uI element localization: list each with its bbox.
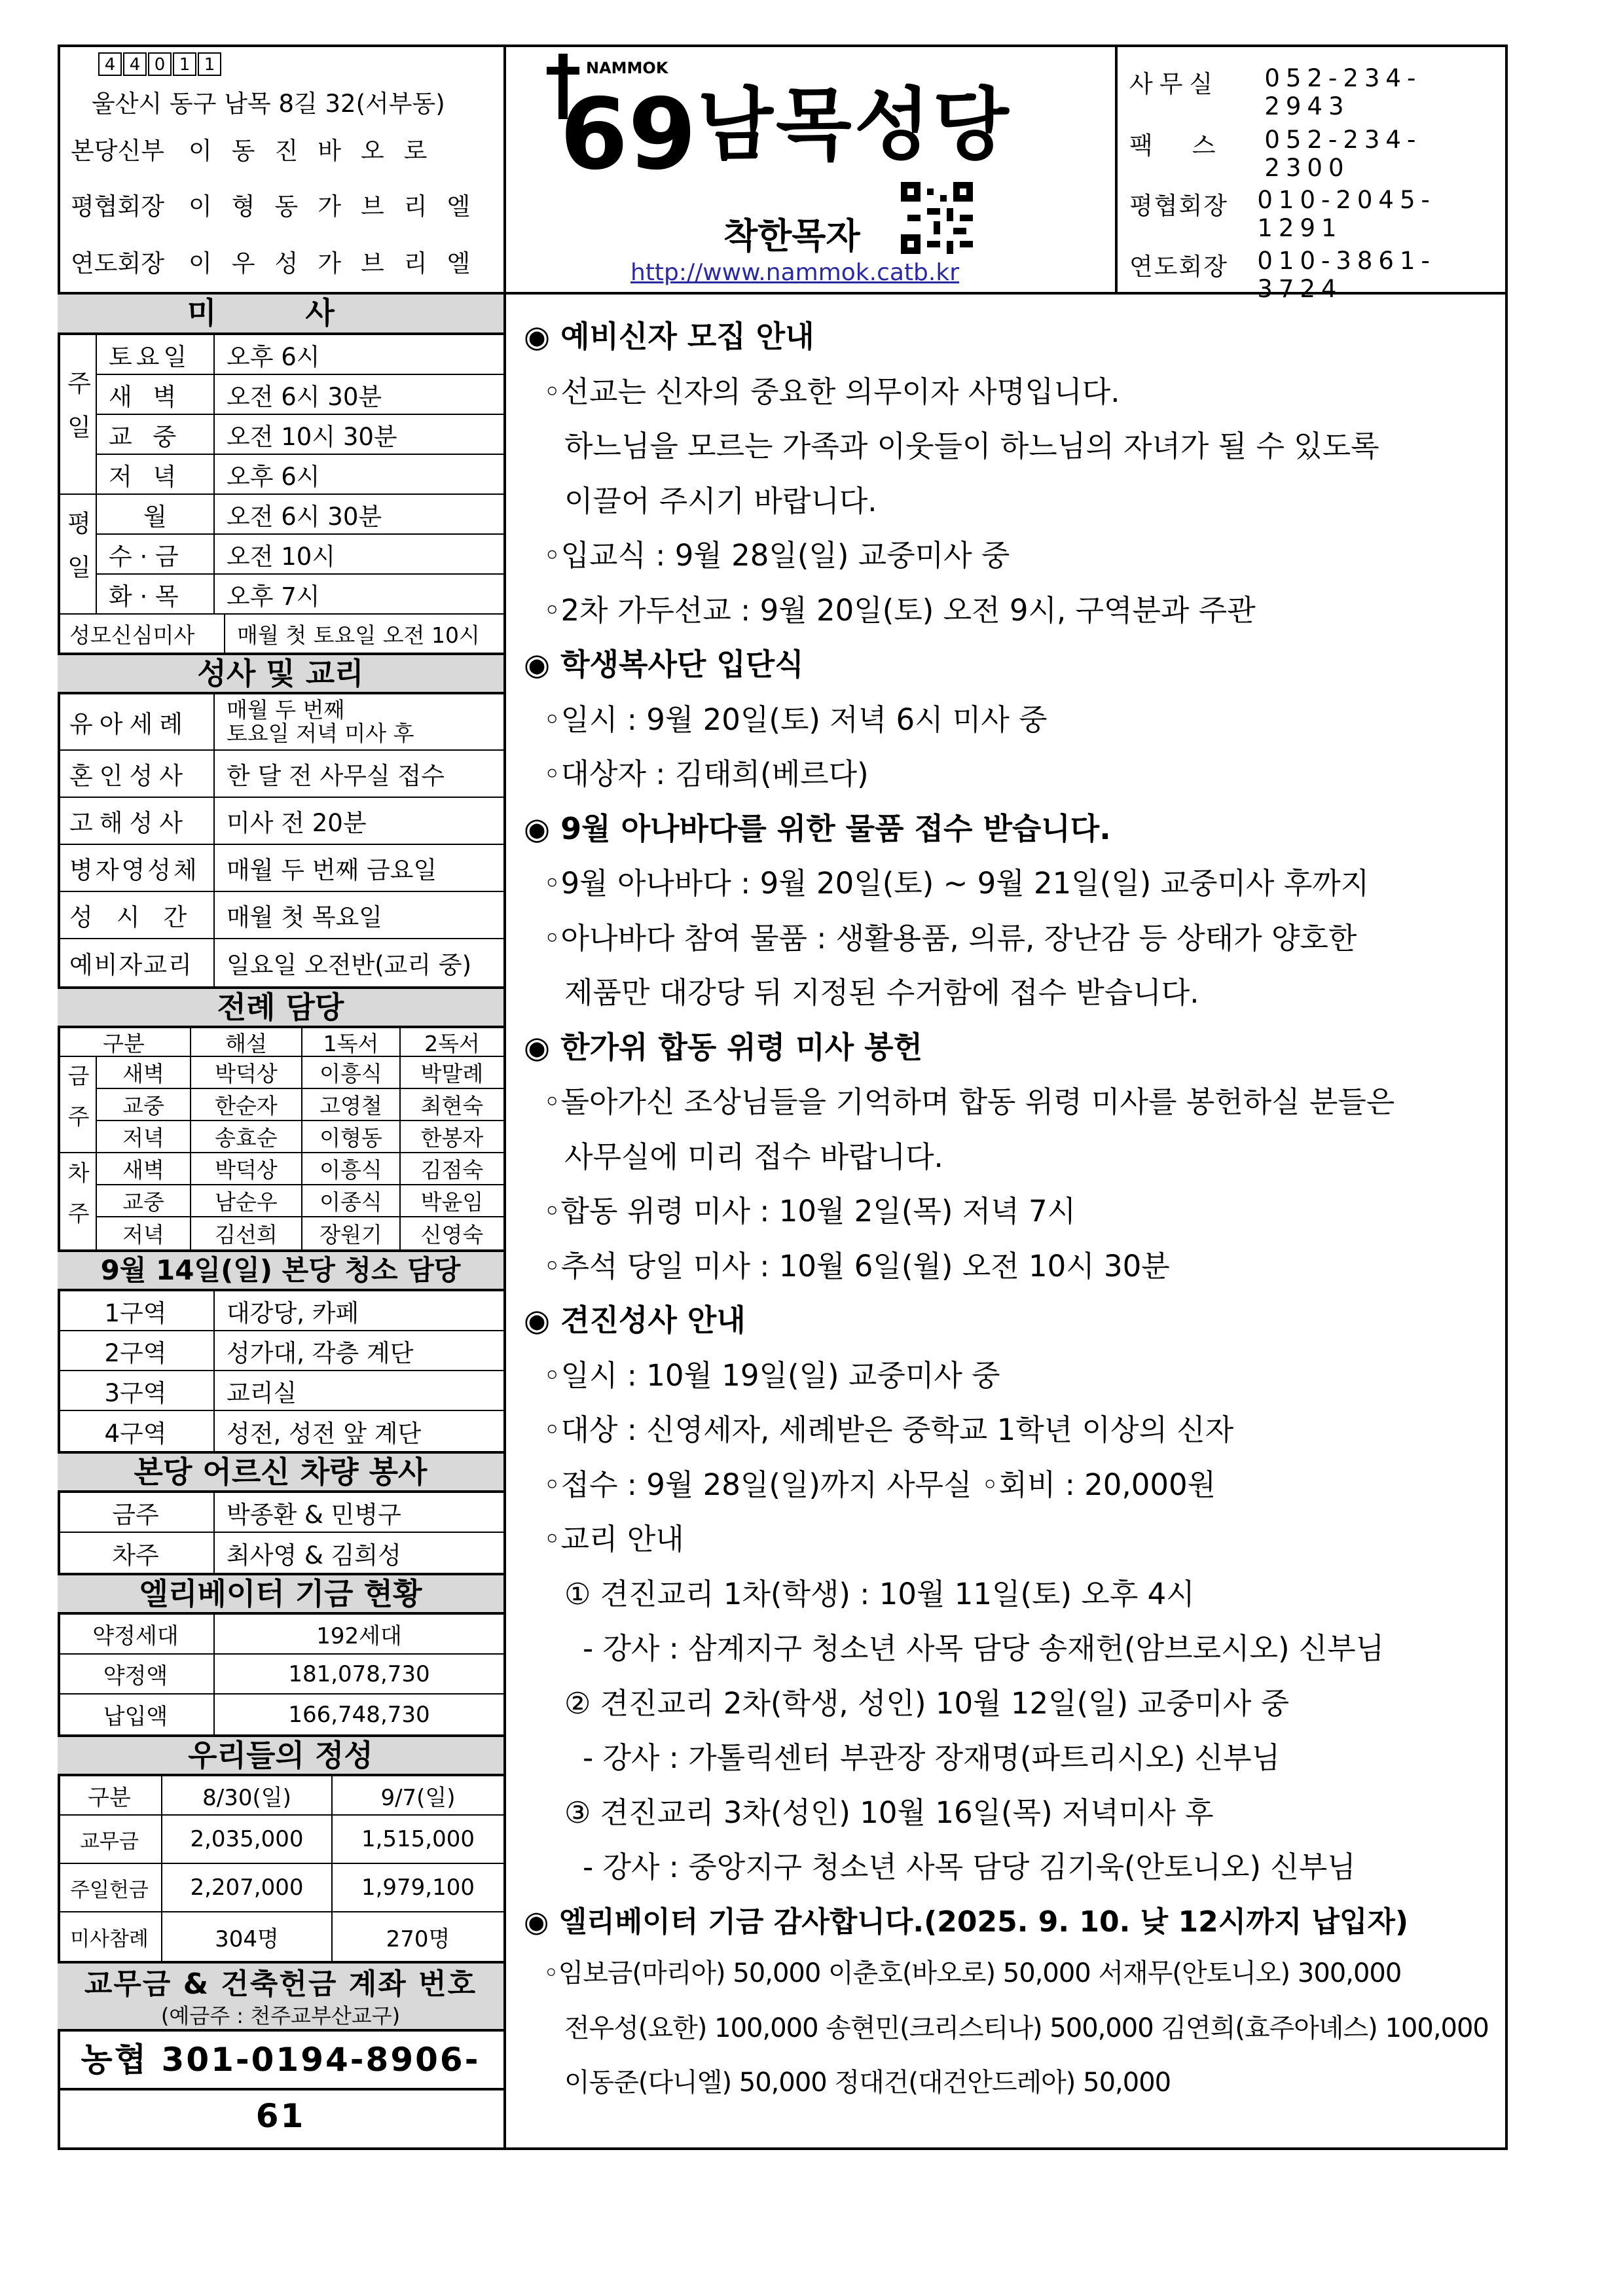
officer-prayer [71, 243, 496, 279]
notice-line: 이동준(다니엘) 50,000 정대건(대건안드레아) 50,000 [564, 2068, 1171, 2098]
liturgy-reading1: 이종식 [302, 1185, 401, 1216]
elevator-value: 166,748,730 [288, 1701, 430, 1728]
contact-label: 사무실 [1129, 70, 1220, 98]
website-link[interactable]: http://www.nammok.catb.kr [630, 259, 959, 286]
sacrament-value: 매월 두 번째 금요일 [227, 856, 437, 884]
offerings-label: 미사참례 [58, 1912, 162, 1961]
account-box [58, 1961, 503, 2032]
notice-line: 이끌어 주시기 바랍니다. [564, 483, 877, 518]
elevator-row [58, 1695, 503, 1734]
contact-council [1129, 186, 1503, 242]
notice-line: ◦2차 가두선교 : 9월 20일(토) 오전 9시, 구역분과 주관 [543, 592, 1256, 628]
zip-digit: 1 [173, 52, 196, 76]
elevator-value: 192세대 [316, 1623, 402, 1649]
notice-line: ◦9월 아나바다 : 9월 20일(토) ~ 9월 21일(일) 교중미사 후까지 [543, 866, 1370, 901]
liturgy-reading2: 박윤임 [420, 1189, 484, 1215]
elders-week: 차주 [58, 1533, 215, 1573]
elders-title: 본당 어르신 차량 봉사 [58, 1451, 503, 1493]
cleaning-district: 4구역 [58, 1411, 215, 1451]
sacrament-row [58, 751, 503, 798]
officer-role: 평협회장 [71, 192, 164, 221]
cleaning-district: 1구역 [58, 1291, 215, 1330]
left-column [58, 295, 506, 2150]
liturgy-reading1: 이형동 [302, 1121, 401, 1152]
sacrament-name: 예비자교리 [58, 939, 215, 986]
sacrament-value-line: 토요일 저녁 미사 후 [227, 721, 414, 746]
contact-label: 팩스 [1129, 132, 1255, 160]
liturgy-reading2: 박말례 [420, 1061, 484, 1086]
zip-digit: 4 [123, 52, 147, 76]
liturgy-reading2: 신영숙 [420, 1222, 484, 1247]
elders-names: 최사영 & 김희성 [227, 1541, 401, 1570]
mass-day: 월 [97, 495, 215, 533]
cleaning-row [58, 1411, 503, 1451]
offerings-value: 304명 [162, 1912, 333, 1961]
contact-fax [1129, 126, 1503, 182]
notice-line: ◦대상자 : 김태희(베르다) [543, 757, 869, 791]
liturgy-row [97, 1217, 503, 1249]
mass-row [97, 495, 503, 535]
mass-day: 교 중 [97, 415, 215, 454]
mass-day: 수 · 금 [97, 535, 215, 573]
notice-line: 전우성(요한) 100,000 송현민(크리스티나) 500,000 김연희(효주아녜스) 100,000 [564, 2013, 1489, 2043]
liturgy-header: 구분 [58, 1028, 191, 1056]
offerings-header-row [58, 1776, 503, 1816]
notice-heading-text: 학생복사단 입단식 [560, 647, 804, 682]
offerings-row [58, 1864, 503, 1912]
notice-line: ◦아나바다 참여 물품 : 생활용품, 의류, 장난감 등 상태가 양호한 [543, 920, 1357, 956]
bullet-circle-icon: ◉ [524, 1302, 561, 1338]
notice-line: ◦합동 위령 미사 : 10월 2일(목) 저녁 7시 [543, 1194, 1076, 1229]
offerings-value: 2,035,000 [162, 1816, 333, 1863]
elders-week: 금주 [58, 1493, 215, 1532]
notice-line: ◦추석 당일 미사 : 10월 6일(월) 오전 10시 30분 [543, 1248, 1170, 1283]
mass-time: 매월 첫 토요일 오전 10시 [237, 622, 480, 648]
mass-day: 토요일 [97, 335, 215, 374]
elders-row [58, 1533, 503, 1573]
notice-line: 제품만 대강당 뒤 지정된 수거함에 접수 받습니다. [564, 975, 1199, 1010]
mass-time: 오후 7시 [227, 582, 320, 611]
sacrament-name: 병자영성체 [58, 845, 215, 891]
liturgy-reading1: 고영철 [302, 1089, 401, 1120]
notice-line: ◦대상 : 신영세자, 세례받은 중학교 1학년 이상의 신자 [543, 1412, 1234, 1447]
elders-row [58, 1493, 503, 1533]
liturgy-mass: 저녁 [97, 1121, 191, 1152]
parish-logo-icon [547, 54, 697, 178]
notices-panel [524, 313, 1499, 2145]
mass-day: 성모신심미사 [58, 615, 225, 653]
liturgy-reading1: 이흥식 [302, 1153, 401, 1184]
mass-row [97, 335, 503, 375]
sacrament-value: 일요일 오전반(교리 중) [227, 951, 472, 979]
next-week-label-text: 차주 [63, 1160, 90, 1242]
liturgy-mass: 교중 [97, 1089, 191, 1120]
liturgy-reading2: 한봉자 [420, 1125, 484, 1151]
elevator-label: 납입액 [58, 1695, 215, 1734]
liturgy-mass: 교중 [97, 1185, 191, 1216]
account-holder: (예금주 : 천주교부산교구) [160, 2003, 401, 2028]
account-title: 교무금 & 건축헌금 계좌 번호 [84, 1967, 477, 2001]
offerings-label: 주일헌금 [58, 1864, 162, 1911]
notice-line: ◦접수 : 9월 28일(일)까지 사무실 ◦회비 : 20,000원 [543, 1467, 1216, 1502]
liturgy-commentary: 송효순 [191, 1121, 302, 1152]
sacraments-title: 성사 및 교리 [58, 653, 503, 694]
liturgy-mass: 저녁 [97, 1217, 191, 1249]
contact-phone: 010-3861-3724 [1257, 247, 1436, 303]
zip-digit: 4 [98, 52, 122, 76]
contact-label: 연도회장 [1129, 253, 1228, 281]
bullet-circle-icon: ◉ [524, 647, 561, 682]
liturgy-commentary: 박덕상 [191, 1057, 302, 1088]
mass-day: 화 · 목 [97, 575, 215, 613]
sacrament-row [58, 845, 503, 892]
cleaning-title: 9월 14일(일) 본당 청소 담당 [58, 1249, 503, 1291]
this-week-label-text: 금주 [63, 1064, 90, 1145]
notice-line: 사무실에 미리 접수 바랍니다. [564, 1139, 943, 1174]
notice-line: ◦교리 안내 [543, 1522, 684, 1556]
officer-pastor [71, 131, 496, 166]
contact-office [1129, 64, 1503, 120]
cleaning-district: 2구역 [58, 1331, 215, 1370]
notice-heading [524, 1297, 746, 1340]
next-week-label [58, 1153, 97, 1249]
cleaning-area: 성가대, 각층 계단 [227, 1338, 414, 1367]
notice-line: ◦입교식 : 9월 28일(일) 교중미사 중 [543, 538, 1010, 573]
notice-heading [524, 313, 814, 356]
sacrament-row [58, 939, 503, 986]
officer-role: 본당신부 [71, 137, 164, 165]
liturgy-reading2: 김점숙 [420, 1157, 484, 1183]
sacrament-name: 고해성사 [58, 798, 215, 844]
notice-line: - 강사 : 가톨릭센터 부관장 장재명(파트리시오) 신부님 [583, 1740, 1281, 1775]
notice-heading [524, 1024, 922, 1067]
offerings-header: 9/7(일) [380, 1784, 456, 1811]
notice-heading-text: 견진성사 안내 [560, 1302, 746, 1338]
elevator-row [58, 1655, 503, 1695]
liturgy-row [97, 1185, 503, 1217]
liturgy-row [97, 1121, 503, 1153]
parish-name: 남목성당 [697, 80, 1012, 171]
sacrament-row [58, 798, 503, 845]
offerings-header: 구분 [58, 1776, 162, 1814]
officer-name: 이우성가브리엘 [189, 249, 490, 278]
cleaning-area: 교리실 [227, 1378, 297, 1407]
offerings-header: 8/30(일) [162, 1776, 333, 1814]
notice-line: ◦임보금(마리아) 50,000 이춘호(바오로) 50,000 서재무(안토니오) 300,000 [543, 1958, 1402, 1988]
liturgy-commentary: 김선희 [191, 1217, 302, 1249]
mass-row [97, 455, 503, 495]
offerings-title: 우리들의 정성 [58, 1734, 503, 1776]
notice-line: ◦선교는 신자의 중요한 의무이자 사명입니다. [543, 374, 1120, 409]
this-week-label [58, 1057, 97, 1153]
mass-time: 오전 6시 30분 [227, 502, 382, 531]
notice-line: ① 견진교리 1차(학생) : 10월 11일(토) 오후 4시 [564, 1576, 1195, 1611]
bullet-circle-icon: ◉ [524, 810, 561, 846]
liturgy-reading2: 최현숙 [420, 1093, 484, 1119]
liturgy-row [97, 1153, 503, 1185]
contact-phone: 052-234-2300 [1264, 126, 1422, 182]
mass-row [97, 375, 503, 415]
contact-prayer [1129, 247, 1503, 303]
sunday-label-text: 주일 [63, 370, 91, 458]
mass-row [97, 575, 503, 615]
cleaning-row [58, 1371, 503, 1411]
zip-code [98, 52, 223, 77]
elevator-label: 약정세대 [58, 1615, 215, 1653]
offerings-value: 270명 [386, 1926, 450, 1952]
mass-day: 새 벽 [97, 375, 215, 414]
notice-line: ◦돌아가신 조상님들을 기억하며 합동 위령 미사를 봉헌하실 분들은 [543, 1085, 1395, 1119]
liturgy-header-row [58, 1028, 503, 1057]
sacrament-name: 유아세례 [58, 694, 215, 749]
sacrament-row [58, 694, 503, 751]
elevator-label: 약정액 [58, 1655, 215, 1693]
liturgy-reading1: 이흥식 [302, 1057, 401, 1088]
offerings-value: 2,207,000 [162, 1864, 333, 1911]
mass-time: 오후 6시 [227, 462, 320, 491]
sacrament-value: 미사 전 20분 [227, 809, 367, 837]
offerings-value: 1,979,100 [361, 1874, 475, 1901]
notice-heading [524, 1898, 1408, 1940]
address: 울산시 동구 남목 8길 32(서부동) [92, 90, 445, 118]
qr-code-icon[interactable] [901, 182, 973, 254]
sacrament-name: 성시간 [58, 892, 215, 938]
contact-phone: 052-234-2943 [1264, 64, 1422, 120]
offerings-row [58, 1816, 503, 1864]
contact-label: 평협회장 [1129, 192, 1228, 220]
elevator-row [58, 1615, 503, 1655]
liturgy-row [97, 1057, 503, 1089]
sacrament-value-line: 매월 두 번째 [227, 697, 345, 723]
notice-line: - 강사 : 삼계지구 청소년 사목 담당 송재헌(암브로시오) 신부님 [583, 1631, 1385, 1666]
cleaning-row [58, 1291, 503, 1331]
liturgy-row [97, 1089, 503, 1121]
sunday-label [58, 335, 97, 495]
cleaning-row [58, 1331, 503, 1371]
mass-row [97, 415, 503, 455]
liturgy-title: 전례 담당 [58, 986, 503, 1028]
bullet-circle-icon: ◉ [524, 319, 561, 354]
sacrament-row [58, 892, 503, 939]
liturgy-header: 2독서 [424, 1030, 480, 1056]
notice-line: 하느님을 모르는 가족과 이웃들이 하느님의 자녀가 될 수 있도록 [564, 429, 1379, 463]
mass-row-special [58, 615, 503, 653]
liturgy-commentary: 남순우 [191, 1185, 302, 1216]
offerings-label: 교무금 [58, 1816, 162, 1863]
bullet-circle-icon: ◉ [524, 1905, 559, 1939]
liturgy-commentary: 박덕상 [191, 1153, 302, 1184]
officer-role: 연도회장 [71, 249, 164, 278]
mass-time: 오후 6시 [227, 342, 320, 371]
logo-small-text: NAMMOK [586, 59, 668, 77]
mass-title: 미 사 [58, 295, 503, 335]
elevator-value: 181,078,730 [288, 1660, 430, 1687]
liturgy-reading1: 장원기 [302, 1217, 401, 1249]
mass-time: 오전 10시 30분 [227, 422, 397, 451]
liturgy-commentary: 한순자 [191, 1089, 302, 1120]
zip-digit: 1 [198, 52, 221, 76]
offerings-value: 1,515,000 [361, 1826, 475, 1852]
notice-line: ◦일시 : 10월 19일(일) 교중미사 중 [543, 1357, 1000, 1393]
sacrament-value: 한 달 전 사무실 접수 [227, 762, 445, 790]
weekday-label [58, 495, 97, 615]
mass-time: 오전 10시 [227, 542, 336, 571]
notice-line: ② 견진교리 2차(학생, 성인) 10월 12일(일) 교중미사 중 [564, 1685, 1290, 1721]
notice-heading-text: 한가위 합동 위령 미사 봉헌 [560, 1029, 923, 1065]
cleaning-area: 성전, 성전 앞 계단 [227, 1419, 422, 1448]
notice-line: - 강사 : 중앙지구 청소년 사목 담당 김기욱(안토니오) 신부님 [583, 1850, 1356, 1884]
mass-day: 저 녁 [97, 455, 215, 493]
contact-phone: 010-2045-1291 [1257, 186, 1436, 242]
liturgy-mass: 새벽 [97, 1057, 191, 1088]
weekday-label-text: 평일 [63, 510, 91, 598]
liturgy-header: 해설 [191, 1028, 302, 1056]
cleaning-district: 3구역 [58, 1371, 215, 1410]
officer-name: 이동진바오로 [189, 137, 447, 165]
zip-digit: 0 [148, 52, 172, 76]
logo-number: 69 [560, 78, 697, 178]
liturgy-mass: 새벽 [97, 1153, 191, 1184]
liturgy-header: 1독서 [302, 1028, 401, 1056]
motto: 착한목자 [723, 215, 860, 257]
elders-names: 박종환 & 민병구 [227, 1500, 401, 1529]
sacrament-name: 혼인성사 [58, 751, 215, 797]
elevator-title: 엘리베이터 기금 현황 [58, 1573, 503, 1615]
mass-time: 오전 6시 30분 [227, 382, 382, 411]
cleaning-area: 대강당, 카페 [227, 1299, 359, 1327]
bullet-circle-icon: ◉ [524, 1029, 561, 1065]
notice-line: ◦일시 : 9월 20일(토) 저녁 6시 미사 중 [543, 702, 1048, 737]
account-number[interactable]: 농협 301-0194-8906-61 [58, 2032, 503, 2090]
notice-heading-text: 엘리베이터 기금 감사합니다.(2025. 9. 10. 낮 12시까지 납입자) [558, 1905, 1409, 1939]
notice-heading-text: 9월 아나바다를 위한 물품 접수 받습니다. [560, 810, 1111, 846]
officer-council [71, 187, 496, 222]
notice-heading-text: 예비신자 모집 안내 [560, 319, 814, 354]
notice-heading [524, 641, 804, 684]
notice-heading [524, 805, 1111, 848]
notice-line: ③ 견진교리 3차(성인) 10월 16일(목) 저녁미사 후 [564, 1795, 1214, 1830]
officer-name: 이형동가브리엘 [189, 192, 490, 221]
sacrament-value [215, 694, 503, 749]
mass-row [97, 535, 503, 575]
offerings-row [58, 1912, 503, 1961]
sacrament-value: 매월 첫 목요일 [227, 903, 382, 931]
